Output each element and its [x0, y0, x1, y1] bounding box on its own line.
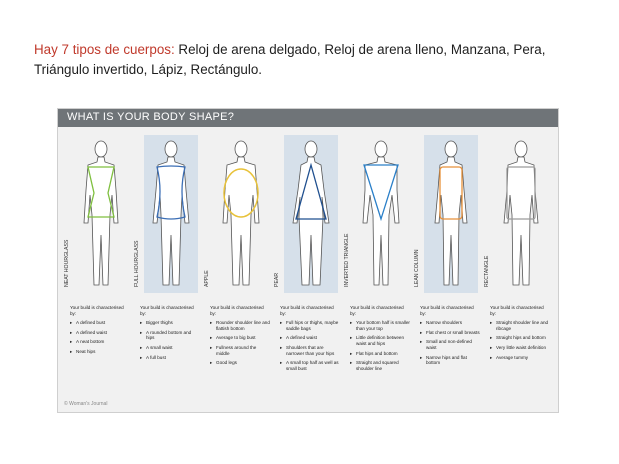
- figure-full-hourglass: [144, 135, 198, 293]
- desc-full-hourglass: [140, 305, 200, 364]
- desc-bullet: ▸ Flat hips and bottom: [350, 351, 410, 357]
- figure-rectangle: [494, 135, 548, 293]
- desc-bullet: ▸ Average to big bust: [210, 335, 270, 341]
- desc-lean-column: [420, 305, 480, 370]
- desc-bullet: ▸ Flat chest or small breasts: [420, 330, 480, 336]
- desc-bullet: ▸ Narrow hips and flat bottom: [420, 355, 480, 366]
- intro-rest: Reloj de arena delgado, Reloj de arena lleno, Manzana, Pera, Triángulo invertido, Lápiz, Rectángulo.: [34, 42, 546, 77]
- desc-bullet: ▸ A neat bottom: [70, 339, 130, 345]
- desc-bullet: ▸ A rounded bottom and hips: [140, 330, 200, 341]
- desc-bullet: ▸ Narrow shoulders: [420, 320, 480, 326]
- desc-intro: Your build is characterised by:: [490, 305, 544, 316]
- label-pear: PEAR: [274, 272, 280, 287]
- infographic-title: WHAT IS YOUR BODY SHAPE?: [67, 111, 235, 123]
- figure-pear: [284, 135, 338, 293]
- desc-bullet: ▸ Average tummy: [490, 355, 550, 361]
- label-neat-hourglass: NEAT HOURGLASS: [64, 239, 70, 287]
- figure-inverted-triangle: [354, 135, 408, 293]
- desc-bullet: ▸ A small waist: [140, 345, 200, 351]
- desc-bullet: ▸ Very little waist definition: [490, 345, 550, 351]
- desc-bullet: ▸ Full hips or thighs, maybe saddle bags: [280, 320, 340, 331]
- body-shape-infographic: [57, 108, 559, 413]
- desc-intro: Your build is characterised by:: [210, 305, 264, 316]
- desc-pear: [280, 305, 340, 375]
- desc-bullet: ▸ Neat hips: [70, 349, 130, 355]
- label-lean-column: LEAN COLUMN: [414, 249, 420, 287]
- infographic-banner: [58, 109, 558, 127]
- desc-bullet: ▸ Straight shoulder line and ribcage: [490, 320, 550, 331]
- label-inverted-triangle: INVERTED TRIANGLE: [344, 233, 350, 287]
- desc-bullet: ▸ Rounder shoulder line and flattish bottom: [210, 320, 270, 331]
- desc-rectangle: [490, 305, 550, 364]
- desc-intro: Your build is characterised by:: [350, 305, 404, 316]
- label-full-hourglass: FULL HOURGLASS: [134, 240, 140, 287]
- desc-bullet: ▸ A full bust: [140, 355, 200, 361]
- intro-lead: Hay 7 tipos de cuerpos:: [34, 42, 175, 57]
- desc-bullet: ▸ A small top half as well as small bust: [280, 360, 340, 371]
- desc-bullet: ▸ Bigger thighs: [140, 320, 200, 326]
- image-credit: © Woman's Journal: [64, 401, 108, 407]
- desc-intro: Your build is characterised by:: [420, 305, 474, 316]
- desc-bullet: ▸ Your bottom half is smaller than your top: [350, 320, 410, 331]
- desc-intro: Your build is characterised by:: [140, 305, 194, 316]
- desc-intro: Your build is characterised by:: [280, 305, 334, 316]
- desc-bullet: ▸ Fullness around the middle: [210, 345, 270, 356]
- desc-bullet: ▸ Straight hips and bottom: [490, 335, 550, 341]
- desc-bullet: ▸ A defined bust: [70, 320, 130, 326]
- label-apple: APPLE: [204, 270, 210, 287]
- desc-apple: [210, 305, 270, 370]
- figure-lean-column: [424, 135, 478, 293]
- desc-bullet: ▸ Little definition between waist and hips: [350, 335, 410, 346]
- desc-intro: Your build is characterised by:: [70, 305, 124, 316]
- desc-bullet: ▸ Good legs: [210, 360, 270, 366]
- desc-bullet: ▸ Shoulders that are narrower than your hips: [280, 345, 340, 356]
- desc-neat-hourglass: [70, 305, 130, 359]
- desc-bullet: ▸ Small and non-defined waist: [420, 339, 480, 350]
- figure-neat-hourglass: [74, 135, 128, 293]
- desc-inverted-triangle: [350, 305, 410, 375]
- desc-bullet: ▸ A defined waist: [280, 335, 340, 341]
- slide-intro-text: [34, 40, 594, 80]
- label-rectangle: RECTANGLE: [484, 255, 490, 287]
- desc-bullet: ▸ Straight and squared shoulder line: [350, 360, 410, 371]
- desc-bullet: ▸ A defined waist: [70, 330, 130, 336]
- figure-apple: [214, 135, 268, 293]
